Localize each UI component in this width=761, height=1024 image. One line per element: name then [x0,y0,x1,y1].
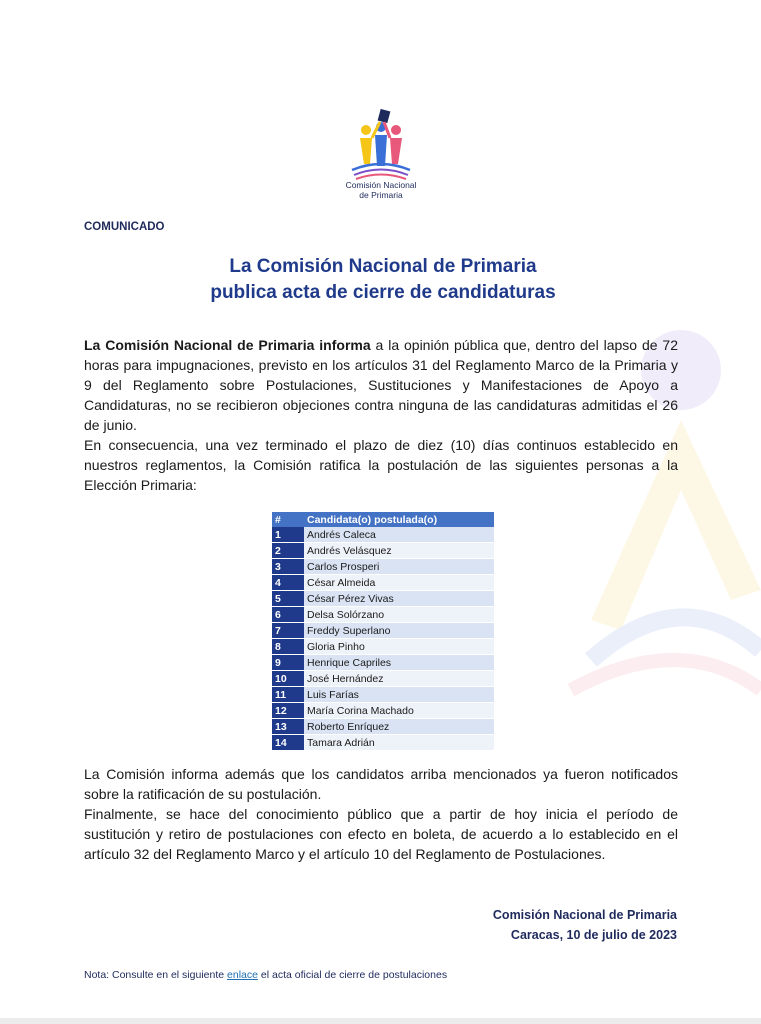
candidate-name: José Hernández [304,671,494,687]
table-row [272,559,494,575]
intro-text-1: a la opinión pública que, dentro del lapso de 72 horas para impugnaciones, previsto en los artículos 31 del Reglamento Marco de la Primaria y 9 del Reglamento sobre Postulaciones, Sustituciones y Manifestaciones de Apoyo a Candidaturas, no se recibieron objeciones contra ninguna de las candidaturas admitidas el 26 de junio. [84,337,678,433]
candidate-name: Henrique Capriles [304,655,494,671]
footnote [84,969,447,981]
row-number: 13 [272,719,304,735]
note-prefix: Nota: Consulte en el siguiente [84,969,228,981]
table-row [272,607,494,623]
candidate-name: Luis Farías [304,687,494,703]
document-label: COMUNICADO [84,221,165,233]
table-row [272,527,494,543]
candidate-name: César Pérez Vivas [304,591,494,607]
table-row [272,735,494,751]
table-header-row [272,512,494,527]
table-row [272,591,494,607]
table-row [272,687,494,703]
candidate-name: Freddy Superlano [304,623,494,639]
row-number: 3 [272,559,304,575]
row-number: 8 [272,639,304,655]
intro-lead: La Comisión Nacional de Primaria informa [84,337,371,353]
candidate-name: Andrés Velásquez [304,543,494,559]
note-suffix: el acta oficial de cierre de postulaciones [257,969,448,981]
logo-org-line2: de Primaria [359,190,403,200]
candidate-name: César Almeida [304,575,494,591]
row-number: 5 [272,591,304,607]
closing-section [84,764,678,864]
row-number: 10 [272,671,304,687]
page-bottom-band [0,1018,761,1024]
candidate-name: Gloria Pinho [304,639,494,655]
row-number: 14 [272,735,304,751]
signature-block [493,905,677,945]
table-row [272,671,494,687]
intro-section [84,335,678,495]
table-row [272,639,494,655]
table-row [272,655,494,671]
closing-paragraph-2: Finalmente, se hace del conocimiento público que a partir de hoy inicia el período de sustitución y retiro de postulaciones con efecto en boleta, de acuerdo a lo establecido en el artículo 32 del Reglamento Marco y el artículo 10 del Reglamento de Postulaciones. [84,806,678,862]
candidate-name: Carlos Prosperi [304,559,494,575]
page-title [84,254,682,306]
header-name: Candidata(o) postulada(o) [304,512,494,527]
table-row [272,623,494,639]
table-row [272,543,494,559]
closing-paragraph-1: La Comisión informa además que los candidatos arriba mencionados ya fueron notificados sobre la ratificación de su postulación. [84,766,678,802]
row-number: 6 [272,607,304,623]
primaria-logo-icon [346,108,416,180]
intro-paragraph-2: En consecuencia, una vez terminado el plazo de diez (10) días continuos establecido en nuestros reglamentos, la Comisión ratifica la postulación de las siguientes personas a la Elección Primaria: [84,437,678,493]
candidate-name: Andrés Caleca [304,527,494,543]
table-row [272,719,494,735]
title-line-2: publica acta de cierre de candidaturas [210,282,556,303]
candidate-name: Roberto Enríquez [304,719,494,735]
signature-org: Comisión Nacional de Primaria [492,908,677,922]
title-line-1: La Comisión Nacional de Primaria [229,256,537,277]
candidate-name: Delsa Solórzano [304,607,494,623]
row-number: 1 [272,527,304,543]
row-number: 7 [272,623,304,639]
row-number: 4 [272,575,304,591]
org-logo [336,108,426,208]
header-num: # [272,512,304,527]
signature-date: Caracas, 10 de julio de 2023 [510,928,677,942]
logo-org-line1: Comisión Nacional [345,180,417,190]
row-number: 11 [272,687,304,703]
row-number: 2 [272,543,304,559]
row-number: 9 [272,655,304,671]
candidates-table [272,512,494,751]
intro-paragraph-1 [84,335,678,435]
candidate-name: Tamara Adrián [304,735,494,751]
acta-link[interactable]: enlace [227,969,258,981]
table-row [272,575,494,591]
row-number: 12 [272,703,304,719]
candidate-name: María Corina Machado [304,703,494,719]
table-row [272,703,494,719]
